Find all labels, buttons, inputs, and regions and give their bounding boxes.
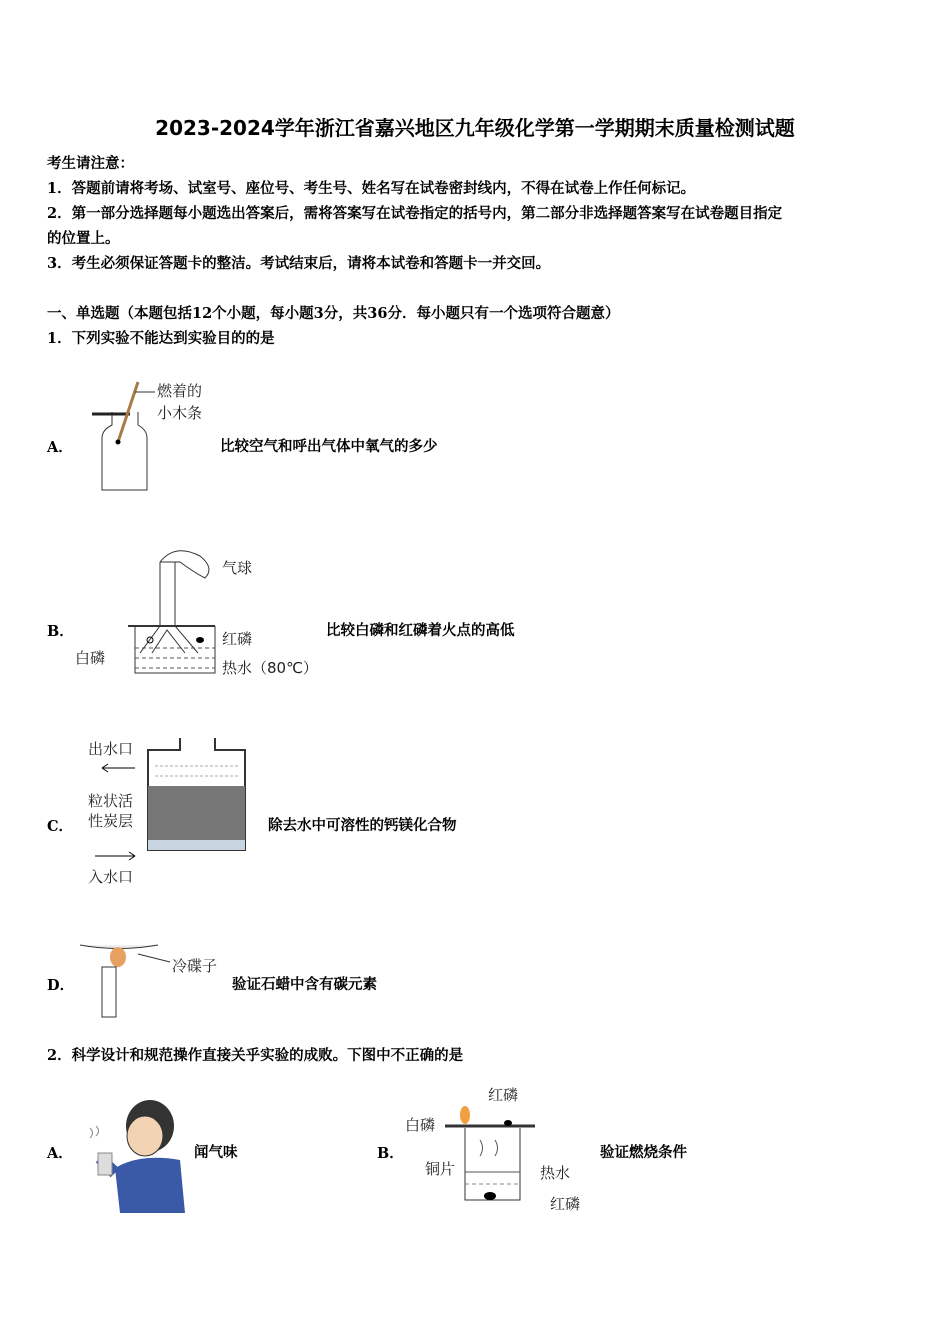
notice-item: 1．答题前请将考场、试室号、座位号、考生号、姓名写在试卷密封线内，不得在试卷上作任何标记。 bbox=[47, 180, 696, 197]
option-letter: A． bbox=[47, 439, 73, 456]
diagram-label: 性炭层 bbox=[88, 812, 134, 830]
section-heading: 一、单选题（本题包括12个小题，每小题3分，共36分．每小题只有一个选项符合题意） bbox=[47, 305, 620, 322]
smelling-gas-illustration bbox=[80, 1098, 190, 1216]
option-text: 验证石蜡中含有碳元素 bbox=[232, 976, 377, 993]
diagram-label: 粒状活 bbox=[88, 792, 134, 810]
page-title: 2023-2024学年浙江省嘉兴地区九年级化学第一学期期末质量检测试题 bbox=[155, 116, 795, 140]
diagram-label: 热水 bbox=[540, 1164, 571, 1182]
option-letter: C． bbox=[47, 818, 74, 835]
diagram-label: 小木条 bbox=[157, 404, 203, 422]
option-letter: A． bbox=[47, 1145, 73, 1162]
option-text: 除去水中可溶性的钙镁化合物 bbox=[268, 817, 457, 834]
question-2-stem: 2．科学设计和规范操作直接关乎实验的成败。下图中不正确的是 bbox=[47, 1047, 464, 1064]
diagram-label: 热水（80℃） bbox=[222, 659, 318, 677]
combustion-beaker-diagram bbox=[440, 1100, 550, 1210]
question-1-stem: 1．下列实验不能达到实验目的的是 bbox=[47, 330, 275, 347]
diagram-label: 燃着的 bbox=[157, 382, 203, 400]
notice-item: 的位置上。 bbox=[47, 230, 120, 247]
diagram-label: 出水口 bbox=[88, 740, 134, 758]
diagram-label: 气球 bbox=[222, 559, 253, 577]
candle-dish-diagram bbox=[78, 940, 178, 1020]
option-letter: B． bbox=[47, 623, 74, 640]
option-text: 闻气味 bbox=[194, 1144, 238, 1161]
notice-item: 3．考生必须保证答题卡的整洁。考试结束后，请将本试卷和答题卡一并交回。 bbox=[47, 255, 551, 272]
notice-item: 2．第一部分选择题每小题选出答案后，需将答案写在试卷指定的括号内，第二部分非选择题答案写在试卷题目指定 bbox=[47, 205, 783, 222]
notice-heading: 考生请注意： bbox=[47, 155, 134, 172]
option-letter: B． bbox=[377, 1145, 404, 1162]
option-text: 验证燃烧条件 bbox=[600, 1144, 687, 1161]
beaker-y-tube-diagram bbox=[120, 548, 230, 678]
diagram-label: 白磷 bbox=[75, 649, 106, 667]
diagram-label: 红磷 bbox=[550, 1195, 581, 1213]
option-text: 比较空气和呼出气体中氧气的多少 bbox=[220, 438, 438, 455]
diagram-label: 冷碟子 bbox=[172, 957, 218, 975]
diagram-label: 红磷 bbox=[488, 1086, 519, 1104]
option-letter: D． bbox=[47, 977, 75, 994]
diagram-label: 红磷 bbox=[222, 630, 253, 648]
diagram-label: 白磷 bbox=[405, 1116, 436, 1134]
diagram-label: 入水口 bbox=[88, 868, 134, 886]
diagram-label: 铜片 bbox=[425, 1160, 456, 1178]
option-text: 比较白磷和红磷着火点的高低 bbox=[326, 622, 515, 639]
